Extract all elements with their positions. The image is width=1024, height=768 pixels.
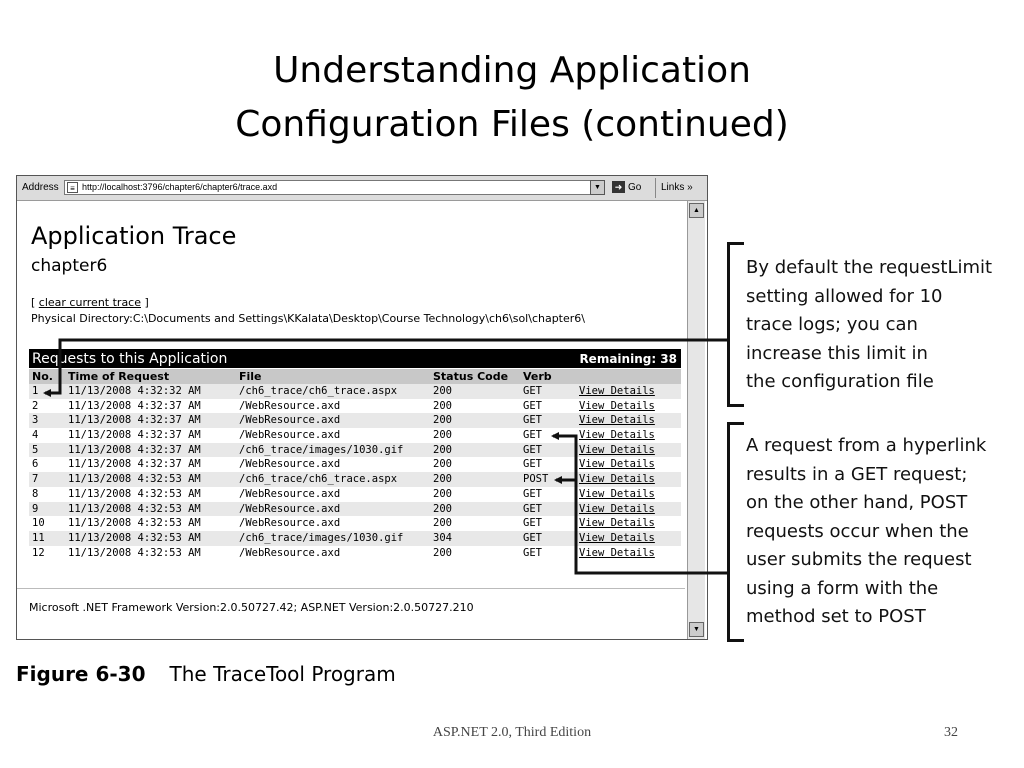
column-header-time: Time of Request bbox=[68, 370, 170, 383]
column-header-verb: Verb bbox=[523, 370, 552, 383]
vertical-scrollbar[interactable] bbox=[687, 201, 705, 639]
cell-verb: GET bbox=[523, 443, 542, 456]
slide-title-line-2: Configuration Files (continued) bbox=[235, 104, 789, 145]
slide-title-line-1: Understanding Application bbox=[273, 50, 751, 91]
view-details-link[interactable]: View Details bbox=[579, 487, 655, 500]
callout-line: A request from a hyperlink bbox=[746, 435, 987, 456]
cell-verb: GET bbox=[523, 531, 542, 544]
view-details-link[interactable]: View Details bbox=[579, 385, 655, 397]
callout-line: increase this limit in bbox=[746, 342, 928, 364]
callout-line: using a form with the bbox=[746, 577, 939, 599]
view-details-link[interactable]: View Details bbox=[579, 473, 655, 486]
cell-file: /WebResource.axd bbox=[239, 517, 341, 530]
cell-no: 10 bbox=[32, 517, 45, 530]
cell-time: 11/13/2008 4:32:37 AM bbox=[68, 414, 201, 427]
cell-time: 11/13/2008 4:32:53 AM bbox=[68, 473, 201, 486]
table-row bbox=[29, 428, 681, 443]
table-row bbox=[29, 384, 681, 399]
cell-status: 200 bbox=[433, 429, 452, 442]
cell-file: /ch6_trace/ch6_trace.aspx bbox=[239, 473, 398, 486]
browser-screenshot bbox=[16, 175, 708, 640]
callout-line: the configuration file bbox=[746, 371, 934, 392]
go-button[interactable] bbox=[612, 181, 641, 193]
callout-line: results in a GET request; bbox=[746, 463, 968, 485]
figure-title: The TraceTool Program bbox=[169, 662, 396, 686]
chevron-down-icon[interactable]: ▼ bbox=[590, 180, 605, 195]
cell-status: 200 bbox=[433, 473, 452, 486]
column-header-no: No. bbox=[32, 370, 53, 383]
book-footer: ASP.NET 2.0, Third Edition bbox=[432, 725, 592, 740]
cell-time: 11/13/2008 4:32:32 AM bbox=[68, 385, 201, 397]
cell-file: /WebResource.axd bbox=[239, 502, 341, 515]
trace-title: Application Trace bbox=[31, 222, 237, 250]
cell-file: /WebResource.axd bbox=[239, 414, 341, 427]
cell-verb: GET bbox=[523, 458, 542, 471]
cell-time: 11/13/2008 4:32:53 AM bbox=[68, 487, 201, 500]
address-bar bbox=[17, 176, 707, 201]
cell-file: /ch6_trace/images/1030.gif bbox=[239, 531, 404, 544]
cell-no: 11 bbox=[32, 531, 45, 544]
cell-status: 200 bbox=[433, 546, 452, 559]
cell-time: 11/13/2008 4:32:37 AM bbox=[68, 458, 201, 471]
table-row bbox=[29, 516, 681, 531]
callout-line: method set to POST bbox=[746, 606, 926, 627]
cell-no: 12 bbox=[32, 546, 45, 559]
cell-verb: GET bbox=[523, 399, 542, 412]
cell-status: 200 bbox=[433, 443, 452, 456]
cell-file: /ch6_trace/ch6_trace.aspx bbox=[239, 385, 398, 397]
callout-bracket-2 bbox=[727, 422, 744, 642]
cell-file: /WebResource.axd bbox=[239, 458, 341, 471]
table-row bbox=[29, 457, 681, 472]
table-row bbox=[29, 546, 681, 561]
arrow-right-icon: ➜ bbox=[612, 181, 625, 193]
column-header-status: Status Code bbox=[433, 370, 509, 383]
callout-request-limit bbox=[746, 254, 992, 397]
cell-no: 7 bbox=[32, 473, 39, 486]
cell-verb: GET bbox=[523, 546, 542, 559]
view-details-link[interactable]: View Details bbox=[579, 517, 655, 530]
cell-time: 11/13/2008 4:32:53 AM bbox=[68, 502, 201, 515]
cell-time: 11/13/2008 4:32:53 AM bbox=[68, 517, 201, 530]
address-label: Address bbox=[22, 182, 59, 193]
callout-bracket-1 bbox=[727, 242, 744, 407]
requests-table bbox=[29, 384, 681, 560]
cell-file: /WebResource.axd bbox=[239, 487, 341, 500]
remaining-count: Remaining: 38 bbox=[579, 352, 677, 366]
table-row bbox=[29, 502, 681, 517]
cell-status: 200 bbox=[433, 399, 452, 412]
cell-status: 304 bbox=[433, 531, 452, 544]
cell-no: 3 bbox=[32, 414, 39, 427]
table-row bbox=[29, 443, 681, 458]
cell-no: 2 bbox=[32, 399, 39, 412]
view-details-link[interactable]: View Details bbox=[579, 546, 655, 559]
cell-status: 200 bbox=[433, 385, 452, 397]
cell-time: 11/13/2008 4:32:37 AM bbox=[68, 429, 201, 442]
page-number: 32 bbox=[944, 725, 958, 740]
table-row bbox=[29, 413, 681, 428]
clear-trace-line bbox=[31, 296, 149, 309]
table-row bbox=[29, 472, 681, 487]
view-details-link[interactable]: View Details bbox=[579, 429, 655, 442]
table-row bbox=[29, 487, 681, 502]
clear-prefix: [ bbox=[31, 296, 39, 309]
footer-divider bbox=[17, 588, 685, 589]
cell-time: 11/13/2008 4:32:53 AM bbox=[68, 546, 201, 559]
cell-time: 11/13/2008 4:32:53 AM bbox=[68, 531, 201, 544]
cell-status: 200 bbox=[433, 414, 452, 427]
go-label: Go bbox=[628, 182, 642, 193]
cell-no: 8 bbox=[32, 487, 39, 500]
requests-title: Requests to this Application bbox=[32, 351, 228, 367]
cell-verb: GET bbox=[523, 429, 542, 442]
slide-title bbox=[0, 44, 1024, 152]
cell-no: 9 bbox=[32, 502, 39, 515]
cell-verb: GET bbox=[523, 385, 542, 397]
cell-status: 200 bbox=[433, 502, 452, 515]
view-details-link[interactable]: View Details bbox=[579, 443, 655, 456]
callout-line: setting allowed for 10 bbox=[746, 285, 943, 307]
figure-number: Figure 6-30 bbox=[16, 662, 146, 686]
clear-trace-link[interactable]: clear current trace bbox=[38, 296, 141, 309]
cell-no: 5 bbox=[32, 443, 39, 456]
table-row bbox=[29, 399, 681, 414]
toolbar-divider bbox=[655, 178, 656, 198]
view-details-link[interactable]: View Details bbox=[579, 531, 655, 544]
callout-get-post bbox=[746, 432, 986, 632]
cell-verb: GET bbox=[523, 502, 542, 515]
callout-line: By default the requestLimit bbox=[746, 257, 993, 278]
requests-header bbox=[29, 349, 681, 368]
cell-verb: GET bbox=[523, 414, 542, 427]
cell-status: 200 bbox=[433, 458, 452, 471]
cell-time: 11/13/2008 4:32:37 AM bbox=[68, 443, 201, 456]
view-details-link[interactable]: View Details bbox=[579, 458, 655, 471]
cell-file: /WebResource.axd bbox=[239, 429, 341, 442]
cell-file: /WebResource.axd bbox=[239, 399, 341, 412]
cell-file: /ch6_trace/images/1030.gif bbox=[239, 443, 404, 456]
view-details-link[interactable]: View Details bbox=[579, 414, 655, 427]
arrow-up-icon[interactable]: ▲ bbox=[689, 203, 704, 218]
cell-file: /WebResource.axd bbox=[239, 546, 341, 559]
physical-directory: Physical Directory:C:\Documents and Settings\KKalata\Desktop\Course Technology\ch6\sol\chapter6\ bbox=[31, 312, 585, 325]
cell-no: 1 bbox=[32, 385, 39, 397]
column-header-file: File bbox=[239, 370, 262, 383]
callout-line: on the other hand, POST bbox=[746, 492, 968, 513]
trace-subtitle: chapter6 bbox=[31, 256, 108, 276]
cell-status: 200 bbox=[433, 487, 452, 500]
page-icon: ≡ bbox=[67, 182, 78, 193]
table-row bbox=[29, 531, 681, 546]
address-url: http://localhost:3796/chapter6/chapter6/trace.axd bbox=[82, 182, 278, 192]
cell-time: 11/13/2008 4:32:37 AM bbox=[68, 399, 201, 412]
table-header bbox=[29, 369, 681, 384]
cell-verb: GET bbox=[523, 487, 542, 500]
view-details-link[interactable]: View Details bbox=[579, 399, 655, 412]
callout-line: user submits the request bbox=[746, 549, 972, 570]
framework-version: Microsoft .NET Framework Version:2.0.50727.42; ASP.NET Version:2.0.50727.210 bbox=[29, 601, 474, 614]
address-input[interactable] bbox=[64, 180, 604, 195]
view-details-link[interactable]: View Details bbox=[579, 502, 655, 515]
callout-line: requests occur when the bbox=[746, 520, 969, 542]
links-button[interactable]: Links » bbox=[661, 182, 693, 193]
cell-status: 200 bbox=[433, 517, 452, 530]
cell-verb: POST bbox=[523, 473, 549, 486]
cell-no: 4 bbox=[32, 429, 39, 442]
clear-suffix: ] bbox=[141, 296, 149, 309]
cell-verb: GET bbox=[523, 517, 542, 530]
arrow-down-icon[interactable]: ▼ bbox=[689, 622, 704, 637]
figure-caption bbox=[16, 662, 396, 686]
callout-line: trace logs; you can bbox=[746, 314, 918, 335]
cell-no: 6 bbox=[32, 458, 39, 471]
